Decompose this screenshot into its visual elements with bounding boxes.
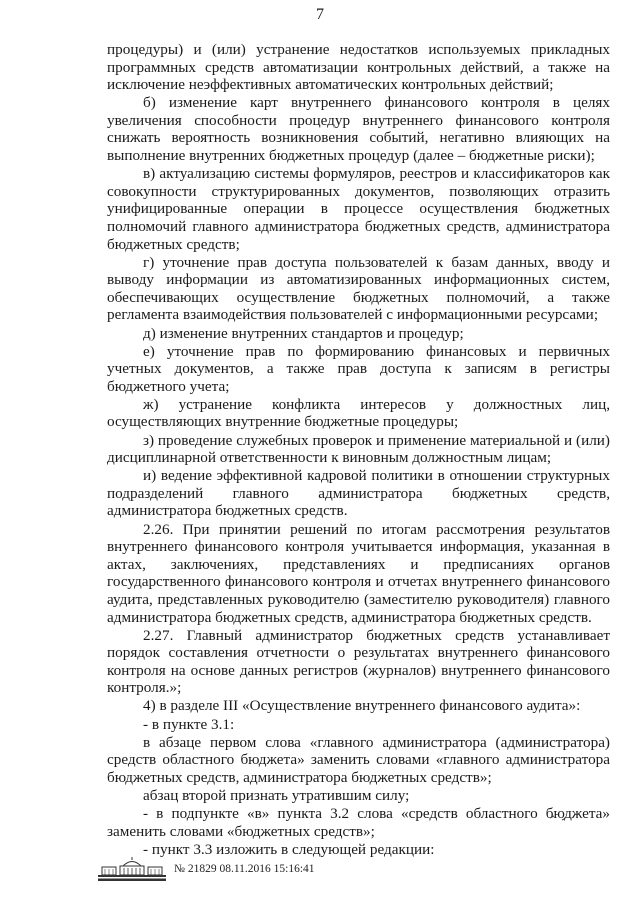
- paragraph: абзац второй признать утратившим силу;: [143, 786, 410, 804]
- paragraph: 2.27. Главный администратор бюджетных средств устанавливает порядок составления отчетности о результатах внутреннего финансового контроля на основе данных регистров (журналов) внутреннего финансового контроля.»;: [107, 626, 610, 697]
- paragraph: г) уточнение прав доступа пользователей к базам данных, вводу и выводу информации из автоматизированных информационных систем, обеспечивающих осуществление бюджетных полномочий, а также регламента взаимодействия пользователей с информационными ресурсами;: [107, 253, 610, 324]
- paragraph: процедуры) и (или) устранение недостатков используемых прикладных программных средств автоматизации контрольных действий, а также на исключение неэффективных автоматических контрольных действий;: [107, 41, 610, 94]
- paragraph: в абзаце первом слова «главного администратора (администратора) средств областного бюджета» заменить словами «главного администратора бюджетных средств, администратора бюджетных средств»;: [107, 733, 610, 786]
- paragraph: б) изменение карт внутреннего финансового контроля в целях увеличения способности процедур внутреннего финансового контроля снижать вероятность возникновения событий, негативно влияющих на выполнение внутренних бюджетных процедур (далее – бюджетные риски);: [107, 94, 610, 165]
- paragraph: 2.26. При принятии решений по итогам рассмотрения результатов внутреннего финансового контроля учитывается информация, указанная в актах, заключениях, представлениях и предписаниях органов государственного финансового контроля и отчетах внутреннего финансового аудита, представленных руководителю (заместителю руководителя) главного администратора бюджетных средств, администратора бюджетных средств.: [107, 520, 610, 626]
- paragraph: - пункт 3.3 изложить в следующей редакции:: [143, 840, 435, 858]
- paragraph: ж) устранение конфликта интересов у должностных лиц, осуществляющих внутренние бюджетные процедуры;: [107, 395, 610, 431]
- document-body: [107, 41, 610, 859]
- parliament-building-logo: [96, 856, 168, 882]
- paragraph: в) актуализацию системы формуляров, реестров и классификаторов как совокупности структурированных документов, позволяющих отразить унифицированные операции в процессе осуществления бюджетных полномочий главного администратора бюджетных средств, администратора бюджетных средств;: [107, 165, 610, 253]
- paragraph: - в подпункте «в» пункта 3.2 слова «средств областного бюджета» заменить словами «бюджетных средств»;: [107, 805, 610, 840]
- paragraph: 4) в разделе III «Осуществление внутреннего финансового аудита»:: [143, 697, 581, 715]
- paragraph: и) ведение эффективной кадровой политики в отношении структурных подразделений главного администратора бюджетных средств, администратора бюджетных средств.: [107, 467, 610, 520]
- paragraph: е) уточнение прав по формированию финансовых и первичных учетных документов, а также прав доступа к записям в регистры бюджетного учета;: [107, 342, 610, 395]
- paragraph: д) изменение внутренних стандартов и процедур;: [143, 324, 464, 342]
- page-number: 7: [316, 6, 324, 23]
- pen-mark: [548, 808, 588, 829]
- paragraph: - в пункте 3.1:: [143, 715, 235, 733]
- paragraph: з) проведение служебных проверок и применение материальной и (или) дисциплинарной ответственности к виновным должностным лицам;: [107, 431, 610, 467]
- footer: [96, 855, 315, 883]
- document-stamp: № 21829 08.11.2016 15:16:41: [174, 863, 315, 875]
